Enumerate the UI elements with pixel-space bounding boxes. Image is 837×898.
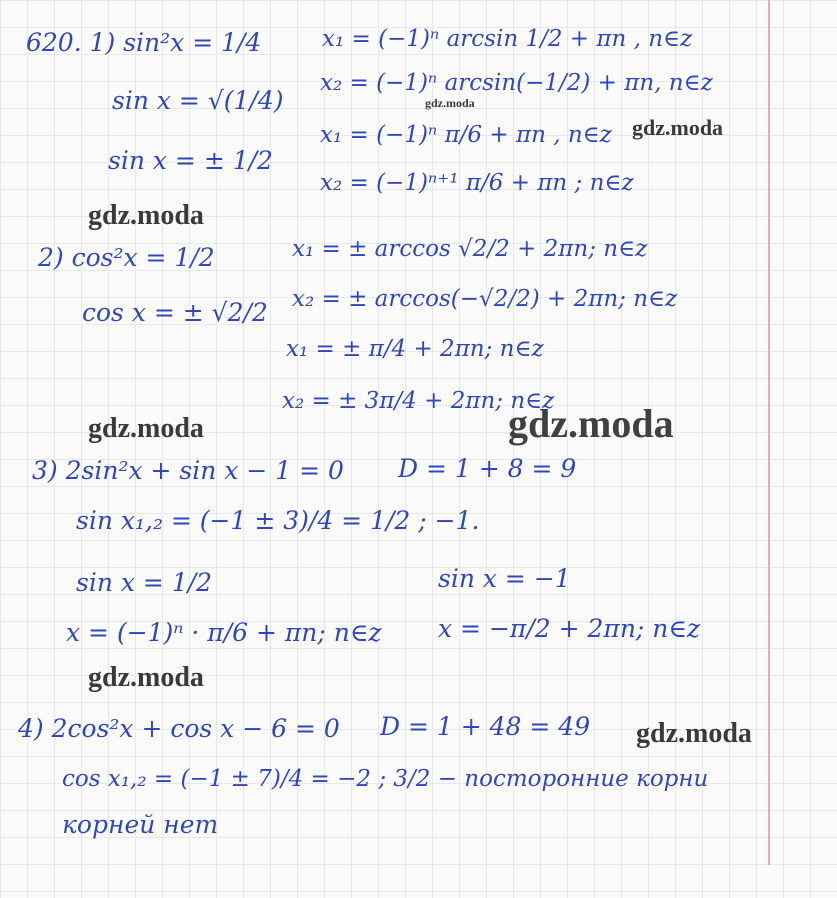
problem-1-root-x2-general: x₂ = (−1)ⁿ arcsin(−1/2) + πn, n∈z <box>320 70 713 96</box>
problem-4-equation: 4) 2cos²x + cos x − 6 = 0 <box>18 714 340 743</box>
problem-3-equation: 3) 2sin²x + sin x − 1 = 0 <box>32 456 344 485</box>
problem-1-root-x2: x₂ = (−1)ⁿ⁺¹ π/6 + πn ; n∈z <box>320 170 634 196</box>
problem-2-step-1: cos x = ± √2/2 <box>82 298 268 327</box>
watermark: gdz.moda <box>88 200 204 231</box>
watermark: gdz.moda <box>508 401 674 446</box>
problem-1-root-x1-general: x₁ = (−1)ⁿ arcsin 1/2 + πn , n∈z <box>322 26 693 52</box>
problem-3-discriminant: D = 1 + 8 = 9 <box>398 454 577 483</box>
watermark: gdz.moda <box>636 718 752 749</box>
problem-3-case-1: sin x = 1/2 <box>76 568 213 597</box>
problem-3-solution-1: x = (−1)ⁿ · π/6 + πn; n∈z <box>66 618 382 647</box>
problem-2-root-x2-general: x₂ = ± arccos(−√2/2) + 2πn; n∈z <box>292 286 678 312</box>
watermark: gdz.moda <box>88 413 204 444</box>
notebook-margin-line <box>768 0 770 865</box>
problem-3-roots: sin x₁,₂ = (−1 ± 3)/4 = 1/2 ; −1. <box>76 506 480 535</box>
watermark: gdz.moda <box>88 662 204 693</box>
problem-4-roots: cos x₁,₂ = (−1 ± 7)/4 = −2 ; 3/2 − посторонние корни <box>62 766 709 792</box>
problem-3-solution-2: x = −π/2 + 2πn; n∈z <box>438 614 701 643</box>
problem-2-root-x1: x₁ = ± π/4 + 2πn; n∈z <box>286 336 544 362</box>
problem-1-step-2: sin x = ± 1/2 <box>108 146 273 175</box>
problem-2-equation: 2) cos²x = 1/2 <box>38 243 215 272</box>
problem-1-equation: 620. 1) sin²x = 1/4 <box>26 28 262 57</box>
problem-3-case-2: sin x = −1 <box>438 564 571 593</box>
problem-2-root-x1-general: x₁ = ± arccos √2/2 + 2πn; n∈z <box>292 236 648 262</box>
problem-1-root-x1: x₁ = (−1)ⁿ π/6 + πn , n∈z <box>320 122 612 148</box>
watermark: gdz.moda <box>632 115 724 140</box>
problem-4-conclusion: корней нет <box>62 810 219 839</box>
problem-2-root-x2: x₂ = ± 3π/4 + 2πn; n∈z <box>282 388 555 414</box>
watermark: gdz.moda <box>425 96 475 110</box>
problem-1-step-1: sin x = √(1/4) <box>112 86 284 115</box>
problem-4-discriminant: D = 1 + 48 = 49 <box>380 712 591 741</box>
